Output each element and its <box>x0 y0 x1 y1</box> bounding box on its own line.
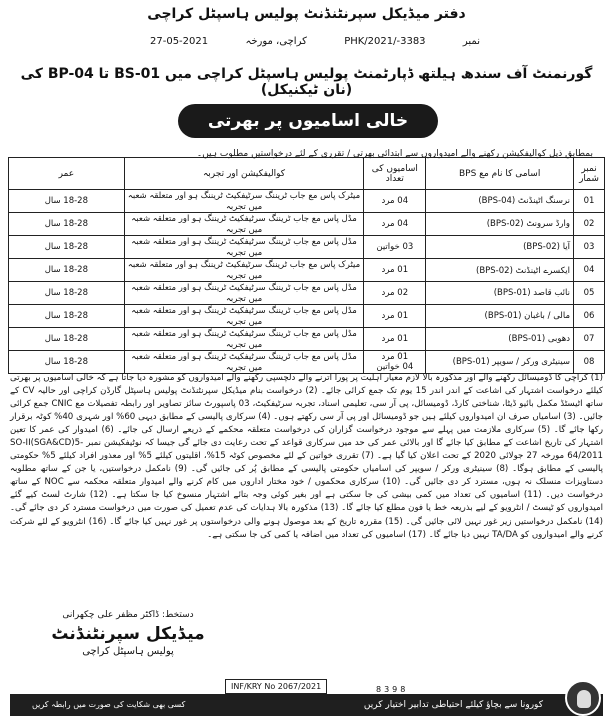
row-qualification: مڈل پاس مع جاب ٹریننگ سرٹیفکیٹ ٹریننگ ہو اور متعلقہ شعبہ میں تجربہ <box>124 236 364 259</box>
row-serial: 02 <box>574 213 605 236</box>
terms-paragraph: (1) کراچی کا ڈومیسائل رکھنے والے اور مذکورہ بالا لازم معیار اہلیت پر پورا اترنے والے دلچسپی رکھنے والے امیدواروں کو مشورہ دیا جاتا ہے کہ خالی اسامیوں پر بھرتی کیلئے درخواست اشتہار کی اشاعت کے اندر اندر 15 یوم تک جمع کرائی جائے۔ (2) درخواست بنام میڈیکل سپرنٹنڈنٹ پولیس ہاسپٹل گارڈن کراچی اور حالیہ CV کے ساتھ اٹیسٹڈ مکمل بائیو ڈیٹا، شناختی کارڈ، ڈومیسائل، پی آر سی، تعلیمی اسناد، تجربہ سرٹیفکیٹ، 03 پاسپورٹ سائز تصاویر اور رابطہ تفصیلات مع CNIC جمع کرائی جائیں۔ (3) اسامیاں صرف ان امیدواروں کیلئے ہیں جو ڈومیسائل اور پی آر سی رکھتے ہوں۔ (4) سرکاری پالیسی کے مطابق دیہی 60% اور شہری 40% کوٹہ برقرار رکھا جائے گا۔ (5) سرکاری ملازمت میں پہلے سے موجود درخواست گزاران کی درخواست متعلقہ محکمے کے ذریعے ارسال کی جائے۔ (6) امیدوار کی عمر کا تعین اشتہار کی تاریخ اشاعت کے مطابق کیا جائے گا اور بالائی عمر کی حد میں سرکاری قواعد کے تحت رعایت دی جائے گی جیسا کہ نوٹیفکیشن نمبر SO-II(SGA&CD)5-64/2011 مورخہ 27 جولائی 2020 کے تحت اعلان کیا گیا ہے۔ (7) تقرری خواتین کے لئے مخصوص کوٹہ 15%، اقلیتوں کیلئے 5% اور معذور افراد کیلئے 5% حکومتی پالیسی کے مطابق ہوگا۔ (8) سینیٹری ورکر / سویپر کی اسامیاں حکومتی پالیسی کے مطابق پُر کی جائیں گی۔ (9) نامکمل درخواستیں، یا جن کے ساتھ مطلوبہ دستاویزات منسلک نہ ہوں، مسترد کر دی جائیں گی۔ (10) سرکاری محکموں / خود مختار اداروں میں کام کرنے والے امیدوار متعلقہ محکمہ سے NOC کے ساتھ درخواست دیں۔ (11) اسامیوں کی تعداد میں کمی بیشی کی جا سکتی ہے اور بغیر کوئی وجہ بتائے اشتہار منسوخ کیا جا سکتا ہے۔ (12) شارٹ لسٹ کیے گئے امیدواروں کو ٹیسٹ / انٹرویو کے لیے بذریعہ خط یا فون مطلع کیا جائے گا۔ (13) مذکورہ بالا ہدایات کی عدم تعمیل کی صورت میں درخواست مسترد کر دی جائے گی۔ (14) نامکمل درخواستیں زیر غور نہیں لائی جائیں گی۔ (15) مقررہ تاریخ کے بعد موصول ہونے والی درخواستوں پر غور نہیں کیا جائے گا۔ (16) انٹرویو کے لئے شرکت کرنے والے امیدواروں کو TA/DA نہیں دیا جائے گا۔ (17) اسامیوں کی تعداد میں اضافہ یا کمی کی جا سکتی ہے۔ <box>10 373 604 540</box>
row-post: نرسنگ اٹینڈنٹ (BPS-04) <box>426 190 574 213</box>
row-age: 18-28 سال <box>9 328 125 351</box>
ref-number: PHK/2021/-3383 <box>344 36 426 47</box>
row-post: مالی / باغبان (BPS-01) <box>426 305 574 328</box>
intro-line: بمطابق ذیل کوالیفکیشن رکھنے والے امیدواروں سے ابتدائی بھرتی / تقرری کے لئے درخواستیں مطلوب ہیں۔ <box>196 149 593 159</box>
footer-phone: 8398 <box>376 685 409 694</box>
row-age: 18-28 سال <box>9 305 125 328</box>
table-row <box>9 236 605 259</box>
row-serial: 08 <box>574 351 605 374</box>
header-post: اسامی کا نام مع BPS <box>426 158 574 190</box>
footer-slogan: کورونا سے بچاؤ کیلئے احتیاطی تدابیر اختیار کریں <box>363 700 543 710</box>
row-age: 18-28 سال <box>9 213 125 236</box>
table-header-row <box>9 158 605 190</box>
row-qualification: مڈل پاس مع جاب ٹریننگ سرٹیفکیٹ ٹریننگ ہو اور متعلقہ شعبہ میں تجربہ <box>124 305 364 328</box>
row-age: 18-28 سال <box>9 259 125 282</box>
row-qualification: میٹرک پاس مع جاب ٹریننگ سرٹیفکیٹ ٹریننگ ہو اور متعلقہ شعبہ میں تجربہ <box>124 259 364 282</box>
footer-note: کسی بھی شکایت کی صورت میں رابطہ کریں <box>32 700 186 709</box>
city-date-label: کراچی، مورخہ <box>245 36 307 47</box>
row-qualification: مڈل پاس مع جاب ٹریننگ سرٹیفکیٹ ٹریننگ ہو اور متعلقہ شعبہ میں تجربہ <box>124 213 364 236</box>
row-count: 01 مرد <box>364 305 426 328</box>
row-serial: 06 <box>574 305 605 328</box>
table-row <box>9 259 605 282</box>
vacancy-table <box>8 157 605 374</box>
table-row <box>9 190 605 213</box>
inf-reference-box: INF/KRY No 2067/2021 <box>225 679 327 694</box>
header-qualification: کوالیفکیشن اور تجربہ <box>124 158 364 190</box>
signatory-name: دستخط: ڈاکٹر مظفر علی چکھرانی <box>62 610 194 620</box>
table-row <box>9 305 605 328</box>
row-serial: 07 <box>574 328 605 351</box>
table-row <box>9 213 605 236</box>
row-count-women: 04 خواتین <box>376 362 414 372</box>
row-count <box>364 351 426 374</box>
row-count-men: 01 مرد <box>381 352 409 362</box>
table-row <box>9 351 605 374</box>
row-post: سینیٹری ورکر / سویپر (BPS-01) <box>426 351 574 374</box>
row-qualification: مڈل پاس مع جاب ٹریننگ سرٹیفکیٹ ٹریننگ ہو اور متعلقہ شعبہ میں تجربہ <box>124 328 364 351</box>
row-post: ایکسرے اٹینڈنٹ (BPS-02) <box>426 259 574 282</box>
row-age: 18-28 سال <box>9 351 125 374</box>
row-serial: 01 <box>574 190 605 213</box>
row-count: 04 مرد <box>364 213 426 236</box>
row-serial: 04 <box>574 259 605 282</box>
issue-date: 27-05-2021 <box>150 36 209 47</box>
row-qualification: مڈل پاس مع جاب ٹریننگ سرٹیفکیٹ ٹریننگ ہو اور متعلقہ شعبہ میں تجربہ <box>124 282 364 305</box>
row-qualification: مڈل پاس مع جاب ٹریننگ سرٹیفکیٹ ٹریننگ ہو اور متعلقہ شعبہ میں تجربہ <box>124 351 364 374</box>
row-post: آیا (BPS-02) <box>426 236 574 259</box>
row-post: دھوبی (BPS-01) <box>426 328 574 351</box>
row-age: 18-28 سال <box>9 190 125 213</box>
office-title: دفتر میڈیکل سپرنٹنڈنٹ پولیس ہاسپٹل کراچی <box>147 6 466 22</box>
row-post: نائب قاصد (BPS-01) <box>426 282 574 305</box>
row-count: 04 مرد <box>364 190 426 213</box>
reference-line <box>150 36 480 47</box>
header-age: عمر <box>9 158 125 190</box>
row-serial: 05 <box>574 282 605 305</box>
header-serial: نمبر شمار <box>574 158 605 190</box>
table-row <box>9 328 605 351</box>
row-post: وارڈ سرونٹ (BPS-02) <box>426 213 574 236</box>
row-age: 18-28 سال <box>9 282 125 305</box>
row-count: 01 مرد <box>364 259 426 282</box>
signatory-title: میڈیکل سپرنٹنڈنٹ <box>51 624 205 644</box>
table-row <box>9 282 605 305</box>
ref-label: نمبر <box>462 36 480 47</box>
signatory-org: پولیس ہاسپٹل کراچی <box>82 646 174 657</box>
row-qualification: میٹرک پاس مع جاب ٹریننگ سرٹیفکیٹ ٹریننگ ہو اور متعلقہ شعبہ میں تجربہ <box>124 190 364 213</box>
row-serial: 03 <box>574 236 605 259</box>
police-emblem-icon <box>565 680 601 716</box>
department-subtitle: گورنمنٹ آف سندھ ہیلتھ ڈپارٹمنٹ پولیس ہاسپٹل کراچی میں BS-01 تا BP-04 کی (نان ٹیکنیکل) <box>20 66 593 98</box>
signature-block <box>18 610 238 657</box>
header-count: اسامیوں کی تعداد <box>364 158 426 190</box>
row-count: 01 مرد <box>364 328 426 351</box>
row-count: 03 خواتین <box>364 236 426 259</box>
row-age: 18-28 سال <box>9 236 125 259</box>
row-count: 02 مرد <box>364 282 426 305</box>
vacancies-banner: خالی اسامیوں پر بھرتی <box>178 104 438 138</box>
footer-bar <box>10 694 603 716</box>
